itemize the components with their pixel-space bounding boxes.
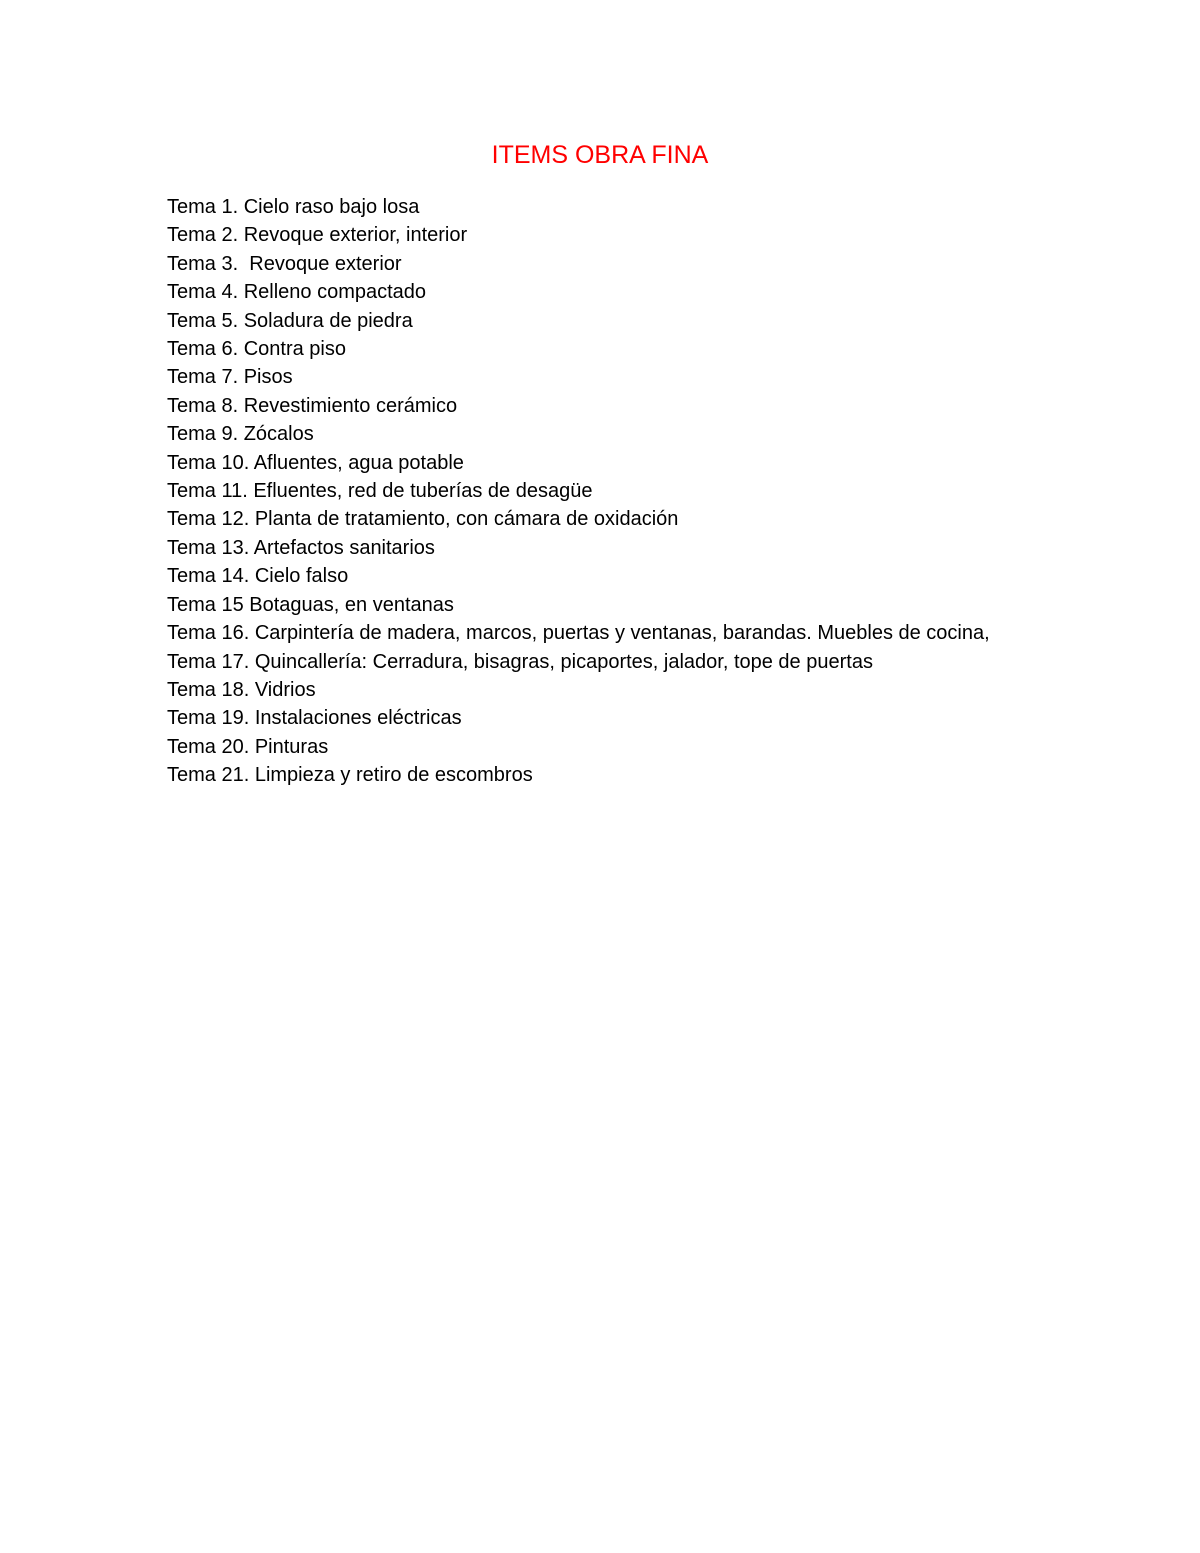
list-item: Tema 19. Instalaciones eléctricas (167, 707, 462, 730)
list-item: Tema 21. Limpieza y retiro de escombros (167, 764, 533, 787)
list-item: Tema 15 Botaguas, en ventanas (167, 593, 454, 616)
list-item: Tema 18. Vidrios (167, 678, 316, 701)
list-item: Tema 2. Revoque exterior, interior (167, 224, 468, 247)
list-item: Tema 11. Efluentes, red de tuberías de desagüe (167, 480, 593, 503)
document-title: ITEMS OBRA FINA (491, 141, 709, 169)
list-item: Tema 13. Artefactos sanitarios (167, 536, 435, 559)
list-item: Tema 1. Cielo raso bajo losa (167, 196, 420, 218)
list-item: Tema 9. Zócalos (167, 423, 314, 446)
list-item: Tema 4. Relleno compactado (167, 281, 427, 304)
list-item: Tema 14. Cielo falso (167, 565, 349, 588)
list-item: Tema 16. Carpintería de madera, marcos, puertas y ventanas, barandas. Muebles de cocina, (167, 622, 990, 645)
list-item: Tema 10. Afluentes, agua potable (167, 451, 464, 474)
list-item: Tema 17. Quincallería: Cerradura, bisagras, picaportes, jalador, tope de puertas (167, 650, 873, 673)
list-item: Tema 12. Planta de tratamiento, con cámara de oxidación (167, 508, 679, 531)
list-item: Tema 8. Revestimiento cerámico (167, 394, 458, 417)
topic-list (167, 193, 997, 790)
list-item: Tema 3. Revoque exterior (167, 252, 402, 275)
list-item: Tema 20. Pinturas (167, 735, 329, 758)
list-item: Tema 5. Soladura de piedra (167, 309, 413, 332)
list-item: Tema 6. Contra piso (167, 338, 346, 361)
list-item: Tema 7. Pisos (167, 366, 293, 389)
